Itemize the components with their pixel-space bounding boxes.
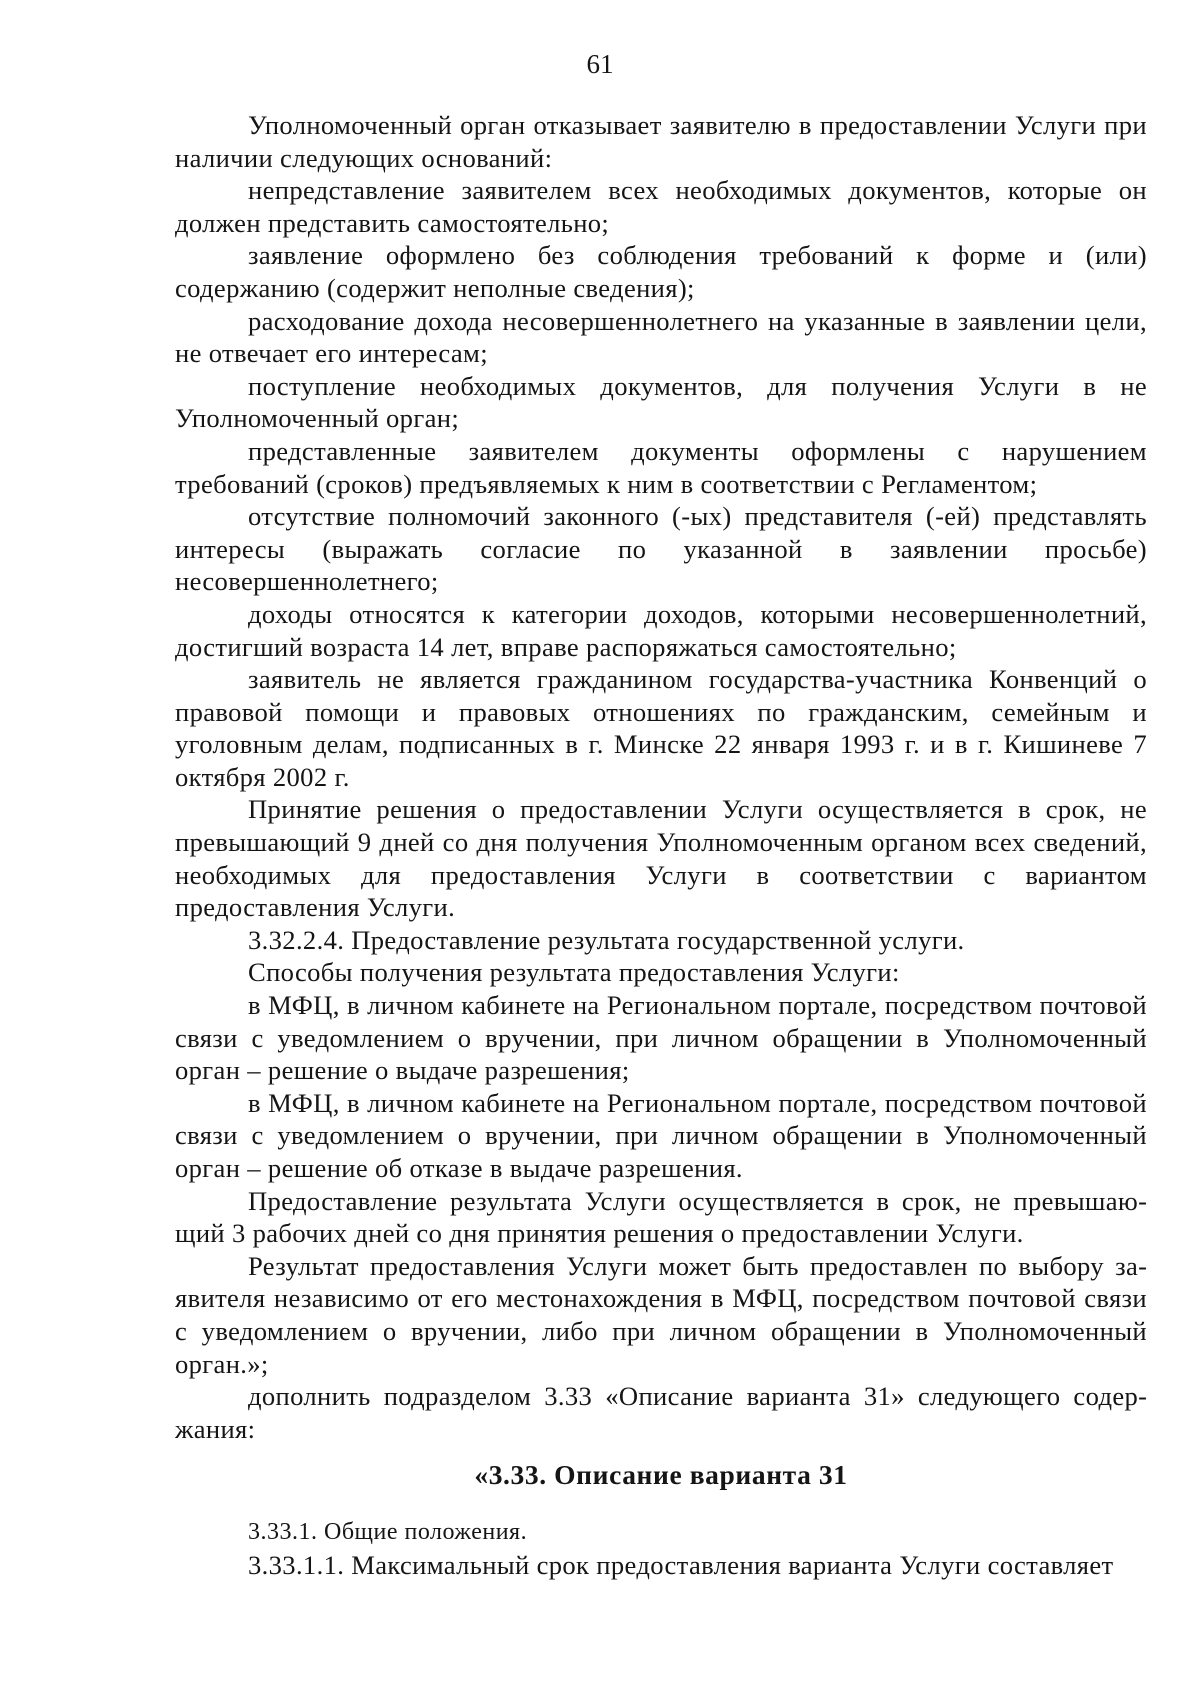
paragraph: дополнить подразделом 3.33 «Описание варианта 31» следующего содержания: <box>175 1381 1147 1444</box>
paragraph: Предоставление результата Услуги осуществляется в срок, не превышающий 3 рабочих дней со дня принятия решения о предоставлении Услуги. <box>175 1185 1147 1249</box>
paragraph: в МФЦ, в личном кабинете на Региональном портале, посредством почтовой связи с уведомлением о вручении, при личном обращении в Уполномоченный орган – решение об отказе в выдаче разрешения. <box>175 1087 1147 1183</box>
document-body <box>175 109 1147 1581</box>
paragraph: Способы получения результата предоставления Услуги: <box>248 957 900 988</box>
paragraph: 3.32.2.4. Предоставление результата государственной услуги. <box>248 924 965 955</box>
paragraph: заявитель не является гражданином государства-участника Конвенций о правовой помощи и правовых отношениях по гражданским, семейным и уголовным делам, подписанных в г. Минске 22 января 1993 г. и в г. Кишиневе 7 октября 2002 г. <box>175 664 1147 792</box>
paragraph: непредставление заявителем всех необходимых документов, которые он должен представить самостоятельно; <box>175 175 1147 238</box>
section-heading: «3.33. Описание варианта 31 <box>474 1459 848 1491</box>
subsection-title: 3.33.1. Общие положения. <box>248 1518 528 1545</box>
paragraph: заявление оформлено без соблюдения требований к форме и (или) содержанию (содержит неполные сведения); <box>175 240 1147 303</box>
paragraph: Принятие решения о предоставлении Услуги осуществляется в срок, не превышающий 9 дней со дня получения Уполномоченным органом всех сведений, необходимых для предоставления Услуги в соответствии с вариантом предоставления Услуги. <box>175 794 1147 923</box>
paragraph: в МФЦ, в личном кабинете на Региональном портале, посредством почтовой связи с уведомлением о вручении, при личном обращении в Уполномоченный орган – решение о выдаче разрешения; <box>175 990 1147 1086</box>
paragraph: представленные заявителем документы оформлены с нарушением требований (сроков) предъявляемых к ним в соответствии с Регламентом; <box>175 435 1147 499</box>
paragraph: 3.33.1.1. Максимальный срок предоставления варианта Услуги составляет <box>248 1549 1114 1580</box>
paragraph: отсутствие полномочий законного (-ых) представителя (-ей) представлять интересы (выражать согласие по указанной в заявлении просьбе) несовершеннолетнего; <box>175 501 1147 597</box>
page-number: 61 <box>586 49 614 79</box>
paragraph: Уполномоченный орган отказывает заявителю в предоставлении Услуги при наличии следующих оснований: <box>175 110 1147 173</box>
paragraph: поступление необходимых документов, для получения Услуги в не Уполномоченный орган; <box>175 370 1147 434</box>
paragraph: Результат предоставления Услуги может быть предоставлен по выбору заявителя независимо от его местонахождения в МФЦ, посредством почтовой связи с уведомлением о вручении, либо при личном обращении в Уполномоченный орган.»; <box>175 1250 1147 1379</box>
paragraph: расходование дохода несовершеннолетнего на указанные в заявлении цели, не отвечает его интересам; <box>175 305 1147 369</box>
paragraph: доходы относятся к категории доходов, которыми несовершеннолетний, достигший возраста 14 лет, вправе распоряжаться самостоятельно; <box>175 598 1147 662</box>
